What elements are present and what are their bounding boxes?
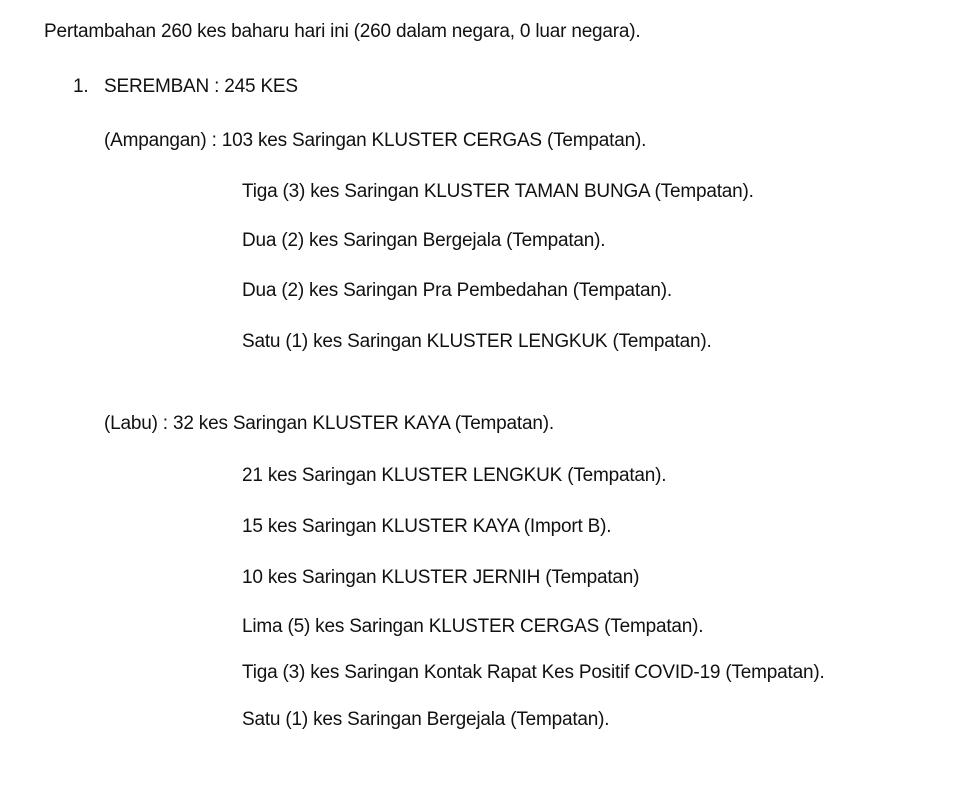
labu-case-line: 21 kes Saringan KLUSTER LENGKUK (Tempatan). bbox=[242, 465, 667, 486]
labu-case-line: Satu (1) kes Saringan Bergejala (Tempatan). bbox=[242, 709, 610, 730]
labu-case-line: Tiga (3) kes Saringan Kontak Rapat Kes Positif COVID-19 (Tempatan). bbox=[242, 662, 825, 683]
intro-paragraph: Pertambahan 260 kes baharu hari ini (260 dalam negara, 0 luar negara). bbox=[44, 21, 641, 42]
ampangan-case-line: Satu (1) kes Saringan KLUSTER LENGKUK (Tempatan). bbox=[242, 331, 712, 352]
ampangan-header: (Ampangan) : 103 kes Saringan KLUSTER CERGAS (Tempatan). bbox=[104, 130, 647, 151]
ampangan-case-line: Tiga (3) kes Saringan KLUSTER TAMAN BUNGA (Tempatan). bbox=[242, 181, 754, 202]
district-heading: SEREMBAN : 245 KES bbox=[104, 76, 298, 97]
labu-case-line: 10 kes Saringan KLUSTER JERNIH (Tempatan) bbox=[242, 567, 640, 588]
labu-case-line: Lima (5) kes Saringan KLUSTER CERGAS (Tempatan). bbox=[242, 616, 704, 637]
labu-header: (Labu) : 32 kes Saringan KLUSTER KAYA (Tempatan). bbox=[104, 413, 554, 434]
ampangan-case-line: Dua (2) kes Saringan Pra Pembedahan (Tempatan). bbox=[242, 280, 672, 301]
labu-case-line: 15 kes Saringan KLUSTER KAYA (Import B). bbox=[242, 516, 612, 537]
ampangan-case-line: Dua (2) kes Saringan Bergejala (Tempatan). bbox=[242, 230, 606, 251]
list-item-number: 1. bbox=[73, 76, 89, 97]
